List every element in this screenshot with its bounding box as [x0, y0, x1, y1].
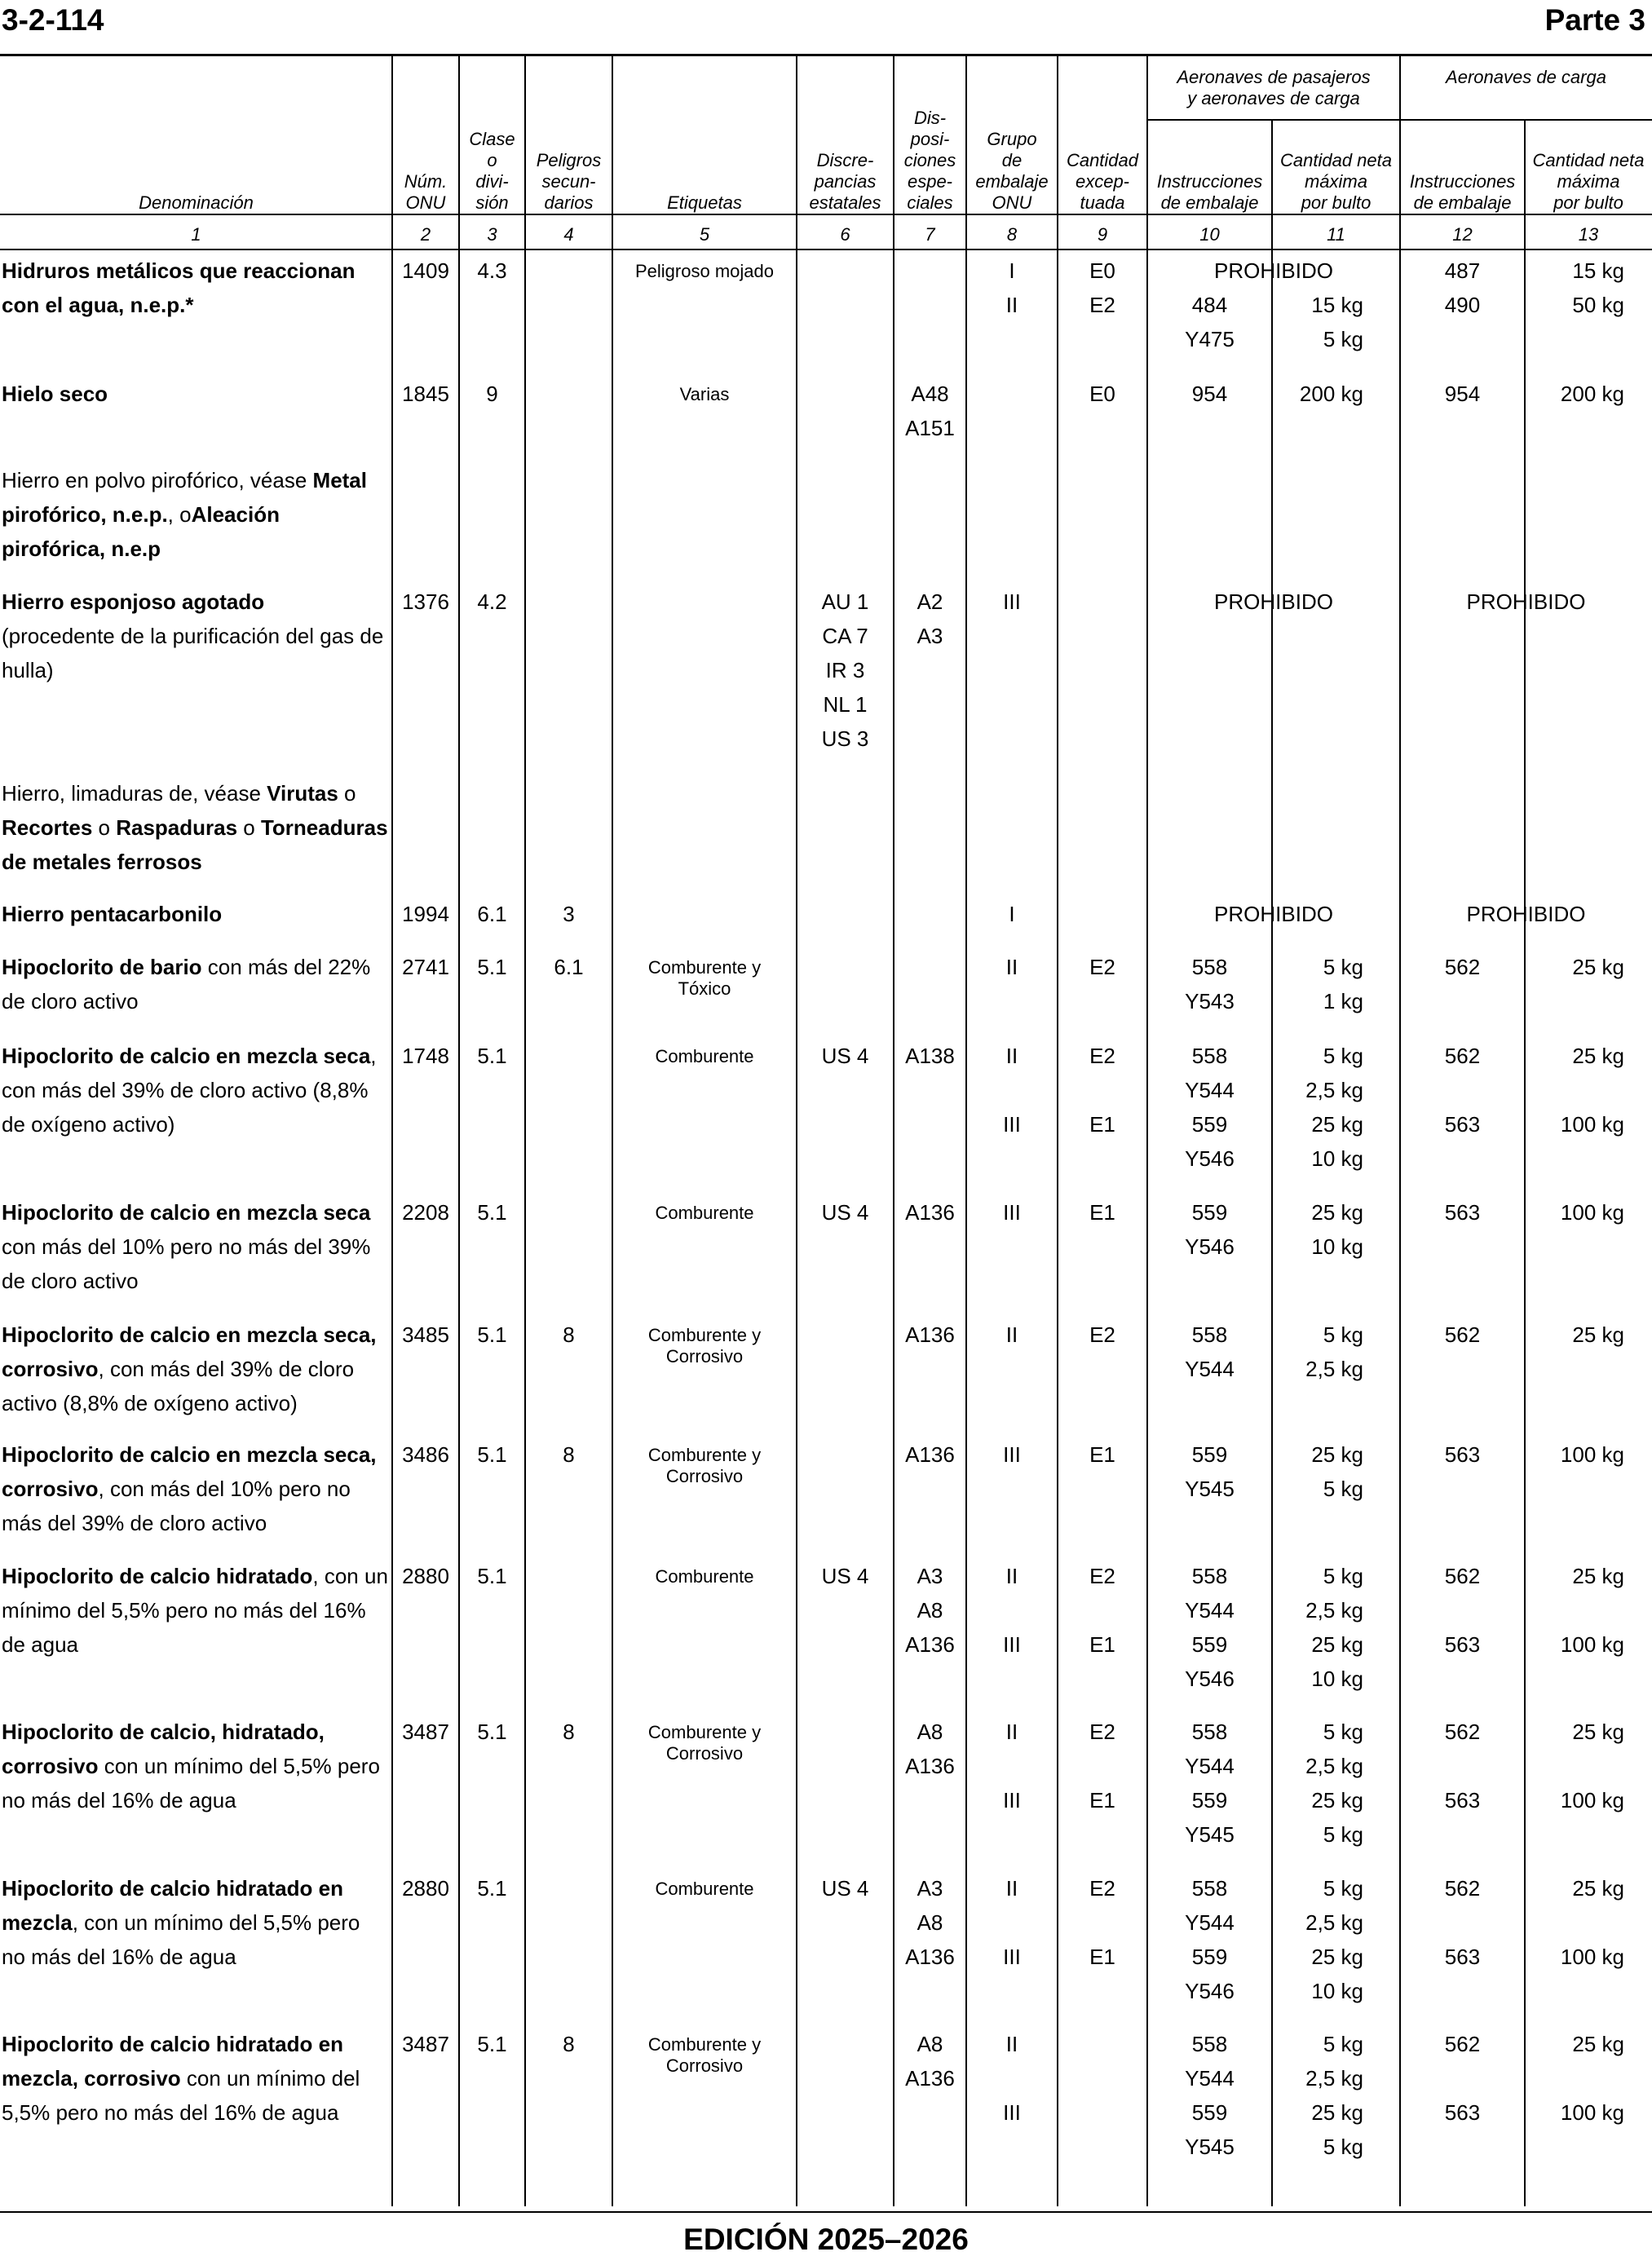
row-qty-cargo: 15 kg 50 kg — [1572, 258, 1624, 317]
row-label: Comburente y Corrosivo — [647, 1722, 762, 1764]
column-number: 1 — [191, 224, 201, 245]
row-packing-group: III — [1003, 589, 1021, 614]
row-pi-cargo: 562 — [1444, 1322, 1481, 1347]
row-state-variations: US 4 — [821, 1200, 869, 1225]
column-number: 5 — [699, 224, 710, 245]
row-subsidiary-hazard: 8 — [563, 1720, 575, 1744]
row-packing-group: I II — [1005, 258, 1018, 317]
row-pi-passenger: 559 Y546 — [1185, 1200, 1235, 1259]
row-pi-cargo: 563 — [1444, 1442, 1481, 1467]
row-un-number: 2741 — [402, 955, 449, 979]
row-un-number: 3487 — [402, 2032, 449, 2056]
column-number: 11 — [1327, 224, 1345, 245]
row-special-provisions: A48 A151 — [905, 382, 955, 440]
row-qty-passenger: 15 kg 5 kg — [1311, 293, 1363, 351]
row-packing-group: I — [1009, 902, 1015, 926]
row-qty-passenger: 200 kg — [1299, 382, 1363, 406]
row-name: Hipoclorito de calcio hidratado en mezcla, con un mínimo del 5,5% pero no más del 16% de agua — [2, 1876, 360, 1969]
row-name: Hielo seco — [2, 382, 108, 406]
row-class: 9 — [486, 382, 498, 406]
row-class: 4.3 — [477, 258, 507, 283]
row-excepted-qty: E0 — [1089, 382, 1115, 406]
row-pi-cargo: 563 — [1444, 1200, 1481, 1225]
row-excepted-qty: E1 — [1089, 1200, 1115, 1225]
row-pi-passenger: 559 Y545 — [1185, 1442, 1235, 1501]
row-pi-passenger: 558 Y544 — [1185, 1322, 1235, 1381]
row-qty-cargo: 200 kg — [1560, 382, 1624, 406]
header-disposiciones: Dis- posi- ciones espe- ciales — [903, 108, 956, 213]
row-class: 5.1 — [477, 1876, 507, 1901]
row-label: Comburente y Corrosivo — [647, 2034, 762, 2076]
header-denominacion: Denominación — [139, 192, 254, 213]
row-pi-cargo: 562 563 — [1444, 1564, 1481, 1657]
row-class: 5.1 — [477, 2032, 507, 2056]
row-packing-group: II III — [1003, 2032, 1021, 2125]
row-label: Comburente y Tóxico — [647, 957, 762, 999]
column-number: 4 — [563, 224, 574, 245]
column-number: 10 — [1199, 224, 1220, 245]
row-special-provisions: A2 A3 — [917, 589, 943, 648]
row-class: 5.1 — [477, 1044, 507, 1068]
row-label: Comburente y Corrosivo — [647, 1325, 762, 1367]
row-name: Hipoclorito de bario con más del 22% de cloro activo — [2, 955, 371, 1013]
row-special-provisions: A136 — [905, 1322, 955, 1347]
header-cantidad-exceptuada: Cantidad excep- tuada — [1066, 150, 1139, 213]
row-un-number: 3485 — [402, 1322, 449, 1347]
row-name: Hierro esponjoso agotado (procedente de la purificación del gas de hulla) — [2, 589, 384, 682]
header-num-onu: Núm. ONU — [404, 171, 448, 213]
row-name: Hidruros metálicos que reaccionan con el agua, n.e.p.* — [2, 258, 356, 317]
row-excepted-qty: E2 E1 — [1089, 1044, 1115, 1137]
row-subsidiary-hazard: 8 — [563, 1442, 575, 1467]
row-state-variations: US 4 — [821, 1564, 869, 1588]
row-name: Hipoclorito de calcio en mezcla seca, corrosivo, con más del 10% pero no más del 39% de cloro activo — [2, 1442, 377, 1535]
row-pi-cargo: 562 563 — [1444, 1044, 1481, 1137]
row-subsidiary-hazard: 3 — [563, 902, 575, 926]
row-class: 5.1 — [477, 955, 507, 979]
row-qty-passenger: 5 kg 2,5 kg 25 kg 10 kg — [1305, 1876, 1363, 2003]
row-excepted-qty: E2 E1 — [1089, 1876, 1115, 1969]
column-number: 12 — [1452, 224, 1473, 245]
row-class: 4.2 — [477, 589, 507, 614]
row-packing-group: III — [1003, 1442, 1021, 1467]
column-number: 2 — [420, 224, 431, 245]
row-un-number: 2208 — [402, 1200, 449, 1225]
column-number: 3 — [487, 224, 497, 245]
row-qty-passenger: 5 kg 2,5 kg 25 kg 5 kg — [1305, 2032, 1363, 2159]
row-subsidiary-hazard: 8 — [563, 2032, 575, 2056]
header-grupo-embalaje: Grupo de embalaje ONU — [975, 129, 1049, 213]
row-un-number: 1994 — [402, 902, 449, 926]
row-label: Peligroso mojado — [635, 261, 774, 281]
row-un-number: 3487 — [402, 1720, 449, 1744]
row-prohibited-cargo: PROHIBIDO — [1466, 902, 1586, 926]
row-un-number: 1376 — [402, 589, 449, 614]
row-un-number: 1409 — [402, 258, 449, 283]
row-state-variations: US 4 — [821, 1876, 869, 1901]
row-name: Hipoclorito de calcio, hidratado, corrosivo con un mínimo del 5,5% pero no más del 16% de agua — [2, 1720, 380, 1812]
row-name: Hipoclorito de calcio hidratado en mezcla, corrosivo con un mínimo del 5,5% pero no más del 16% de agua — [2, 2032, 360, 2125]
row-special-provisions: A8 A136 — [905, 2032, 955, 2091]
row-class: 5.1 — [477, 1322, 507, 1347]
row-pi-cargo: 562 563 — [1444, 1720, 1481, 1812]
row-qty-cargo: 25 kg 100 kg — [1560, 2032, 1624, 2125]
header-peligros-secundarios: Peligros secun- darios — [536, 150, 602, 213]
row-qty-cargo: 25 kg 100 kg — [1560, 1720, 1624, 1812]
row-excepted-qty: E2 E1 — [1089, 1720, 1115, 1812]
page-number: 3-2-114 — [2, 3, 104, 37]
row-label: Comburente — [655, 1046, 754, 1066]
row-packing-group: III — [1003, 1200, 1021, 1225]
row-state-variations: AU 1 CA 7 IR 3 NL 1 US 3 — [821, 589, 869, 751]
row-label: Comburente — [655, 1879, 754, 1899]
row-excepted-qty: E2 — [1089, 955, 1115, 979]
header-group-passenger: Aeronaves de pasajeros y aeronaves de carga — [1177, 67, 1371, 108]
row-special-provisions: A3 A8 A136 — [905, 1876, 955, 1969]
row-qty-passenger: 5 kg 2,5 kg 25 kg 10 kg — [1305, 1564, 1363, 1691]
row-un-number: 1845 — [402, 382, 449, 406]
row-pi-passenger: 558 Y544 559 Y546 — [1185, 1564, 1235, 1691]
column-number: 7 — [925, 224, 935, 245]
row-qty-passenger: 25 kg 5 kg — [1311, 1442, 1363, 1501]
row-subsidiary-hazard: 6.1 — [554, 955, 584, 979]
row-packing-group: II III — [1003, 1564, 1021, 1657]
row-class: 5.1 — [477, 1564, 507, 1588]
row-special-provisions: A136 — [905, 1200, 955, 1225]
row-name: Hipoclorito de calcio en mezcla seca, con más del 39% de cloro activo (8,8% de oxígeno activo) — [2, 1044, 377, 1137]
row-qty-cargo: 25 kg 100 kg — [1560, 1564, 1624, 1657]
row-pi-passenger: 558 Y544 559 Y545 — [1185, 2032, 1235, 2159]
row-special-provisions: A3 A8 A136 — [905, 1564, 955, 1657]
row-qty-cargo: 25 kg — [1572, 1322, 1624, 1347]
row-subsidiary-hazard: 8 — [563, 1322, 575, 1347]
row-un-number: 2880 — [402, 1564, 449, 1588]
header-etiquetas: Etiquetas — [667, 192, 742, 213]
column-number: 13 — [1578, 224, 1599, 245]
row-class: 5.1 — [477, 1720, 507, 1744]
row-pi-cargo: 954 — [1444, 382, 1481, 406]
row-qty-cargo: 25 kg — [1572, 955, 1624, 979]
header-clase: Clase o divi- sión — [469, 129, 515, 213]
row-packing-group: II III — [1003, 1876, 1021, 1969]
row-label: Comburente — [655, 1203, 754, 1223]
header-discrepancias: Discre- pancias estatales — [809, 150, 881, 213]
header-group-cargo: Aeronaves de carga — [1446, 67, 1606, 87]
row-qty-passenger: 5 kg 2,5 kg 25 kg 10 kg — [1305, 1044, 1363, 1171]
header-instrucciones-carga: Instrucciones de embalaje — [1409, 171, 1516, 213]
row-qty-passenger: 5 kg 2,5 kg 25 kg 5 kg — [1305, 1720, 1363, 1847]
row-qty-passenger: 25 kg 10 kg — [1311, 1200, 1363, 1259]
page-footer — [0, 2211, 1652, 2265]
row-pi-passenger: 558 Y544 559 Y545 — [1185, 1720, 1235, 1847]
row-prohibited-cargo: PROHIBIDO — [1466, 589, 1586, 614]
row-excepted-qty: E0 E2 — [1089, 258, 1115, 317]
row-pi-cargo: 562 — [1444, 955, 1481, 979]
row-label: Varias — [679, 384, 730, 404]
row-pi-cargo: 562 563 — [1444, 2032, 1481, 2125]
row-qty-cargo: 25 kg 100 kg — [1560, 1044, 1624, 1137]
edition-label: EDICIÓN 2025–2026 — [683, 2223, 969, 2256]
row-packing-group: II — [1005, 1322, 1018, 1347]
row-class: 6.1 — [477, 902, 507, 926]
header-cantidad-pasajeros: Cantidad neta máxima por bulto — [1280, 150, 1392, 213]
row-special-provisions: A8 A136 — [905, 1720, 955, 1778]
row-pi-passenger: 954 — [1191, 382, 1228, 406]
row-qty-cargo: 25 kg 100 kg — [1560, 1876, 1624, 1969]
row-name: Hipoclorito de calcio en mezcla seca con más del 10% pero no más del 39% de cloro activo — [2, 1200, 371, 1293]
row-packing-group: II III — [1003, 1720, 1021, 1812]
row-un-number: 2880 — [402, 1876, 449, 1901]
row-name: Hierro pentacarbonilo — [2, 902, 223, 926]
row-name: Hipoclorito de calcio en mezcla seca, corrosivo, con más del 39% de cloro activo (8,8% de oxígeno activo) — [2, 1322, 377, 1415]
column-number: 6 — [840, 224, 850, 245]
row-special-provisions: A138 — [905, 1044, 955, 1068]
row-packing-group: II — [1005, 955, 1018, 979]
column-number: 9 — [1097, 224, 1108, 245]
row-label: Comburente y Corrosivo — [647, 1445, 762, 1486]
column-number: 8 — [1006, 224, 1018, 245]
row-class: 5.1 — [477, 1442, 507, 1467]
header-cantidad-carga: Cantidad neta máxima por bulto — [1532, 150, 1645, 213]
header-instrucciones-pasajeros: Instrucciones de embalaje — [1156, 171, 1263, 213]
row-label: Comburente — [655, 1566, 754, 1587]
row-class: 5.1 — [477, 1200, 507, 1225]
row-qty-passenger: 5 kg 1 kg — [1323, 955, 1363, 1013]
row-reference: Hierro, limaduras de, véase Virutas o Recortes o Raspaduras o Torneaduras de metales ferrosos — [2, 781, 388, 874]
row-qty-passenger: 5 kg 2,5 kg — [1305, 1322, 1363, 1381]
row-prohibited-passenger: PROHIBIDO — [1214, 258, 1333, 283]
row-qty-cargo: 100 kg — [1560, 1442, 1624, 1467]
row-pi-passenger: 558 Y543 — [1185, 955, 1235, 1013]
row-state-variations: US 4 — [821, 1044, 869, 1068]
row-excepted-qty: E2 E1 — [1089, 1564, 1115, 1657]
row-pi-cargo: 562 563 — [1444, 1876, 1481, 1969]
row-name: Hipoclorito de calcio hidratado, con un mínimo del 5,5% pero no más del 16% de agua — [2, 1564, 388, 1657]
row-pi-passenger: 558 Y544 559 Y546 — [1185, 1876, 1235, 2003]
part-label: Parte 3 — [1544, 3, 1645, 37]
row-prohibited-passenger: PROHIBIDO — [1214, 902, 1333, 926]
row-packing-group: II III — [1003, 1044, 1021, 1137]
row-un-number: 3486 — [402, 1442, 449, 1467]
row-prohibited-passenger: PROHIBIDO — [1214, 589, 1333, 614]
row-pi-passenger: 558 Y544 559 Y546 — [1185, 1044, 1235, 1171]
row-un-number: 1748 — [402, 1044, 449, 1068]
row-special-provisions: A136 — [905, 1442, 955, 1467]
row-reference: Hierro en polvo pirofórico, véase Metal pirofórico, n.e.p., oAleación pirofórica, n.e.p — [2, 468, 367, 561]
row-excepted-qty: E2 — [1089, 1322, 1115, 1347]
row-pi-cargo: 487 490 — [1444, 258, 1481, 317]
row-qty-cargo: 100 kg — [1560, 1200, 1624, 1225]
row-excepted-qty: E1 — [1089, 1442, 1115, 1467]
row-pi-passenger: 484 Y475 — [1185, 293, 1235, 351]
